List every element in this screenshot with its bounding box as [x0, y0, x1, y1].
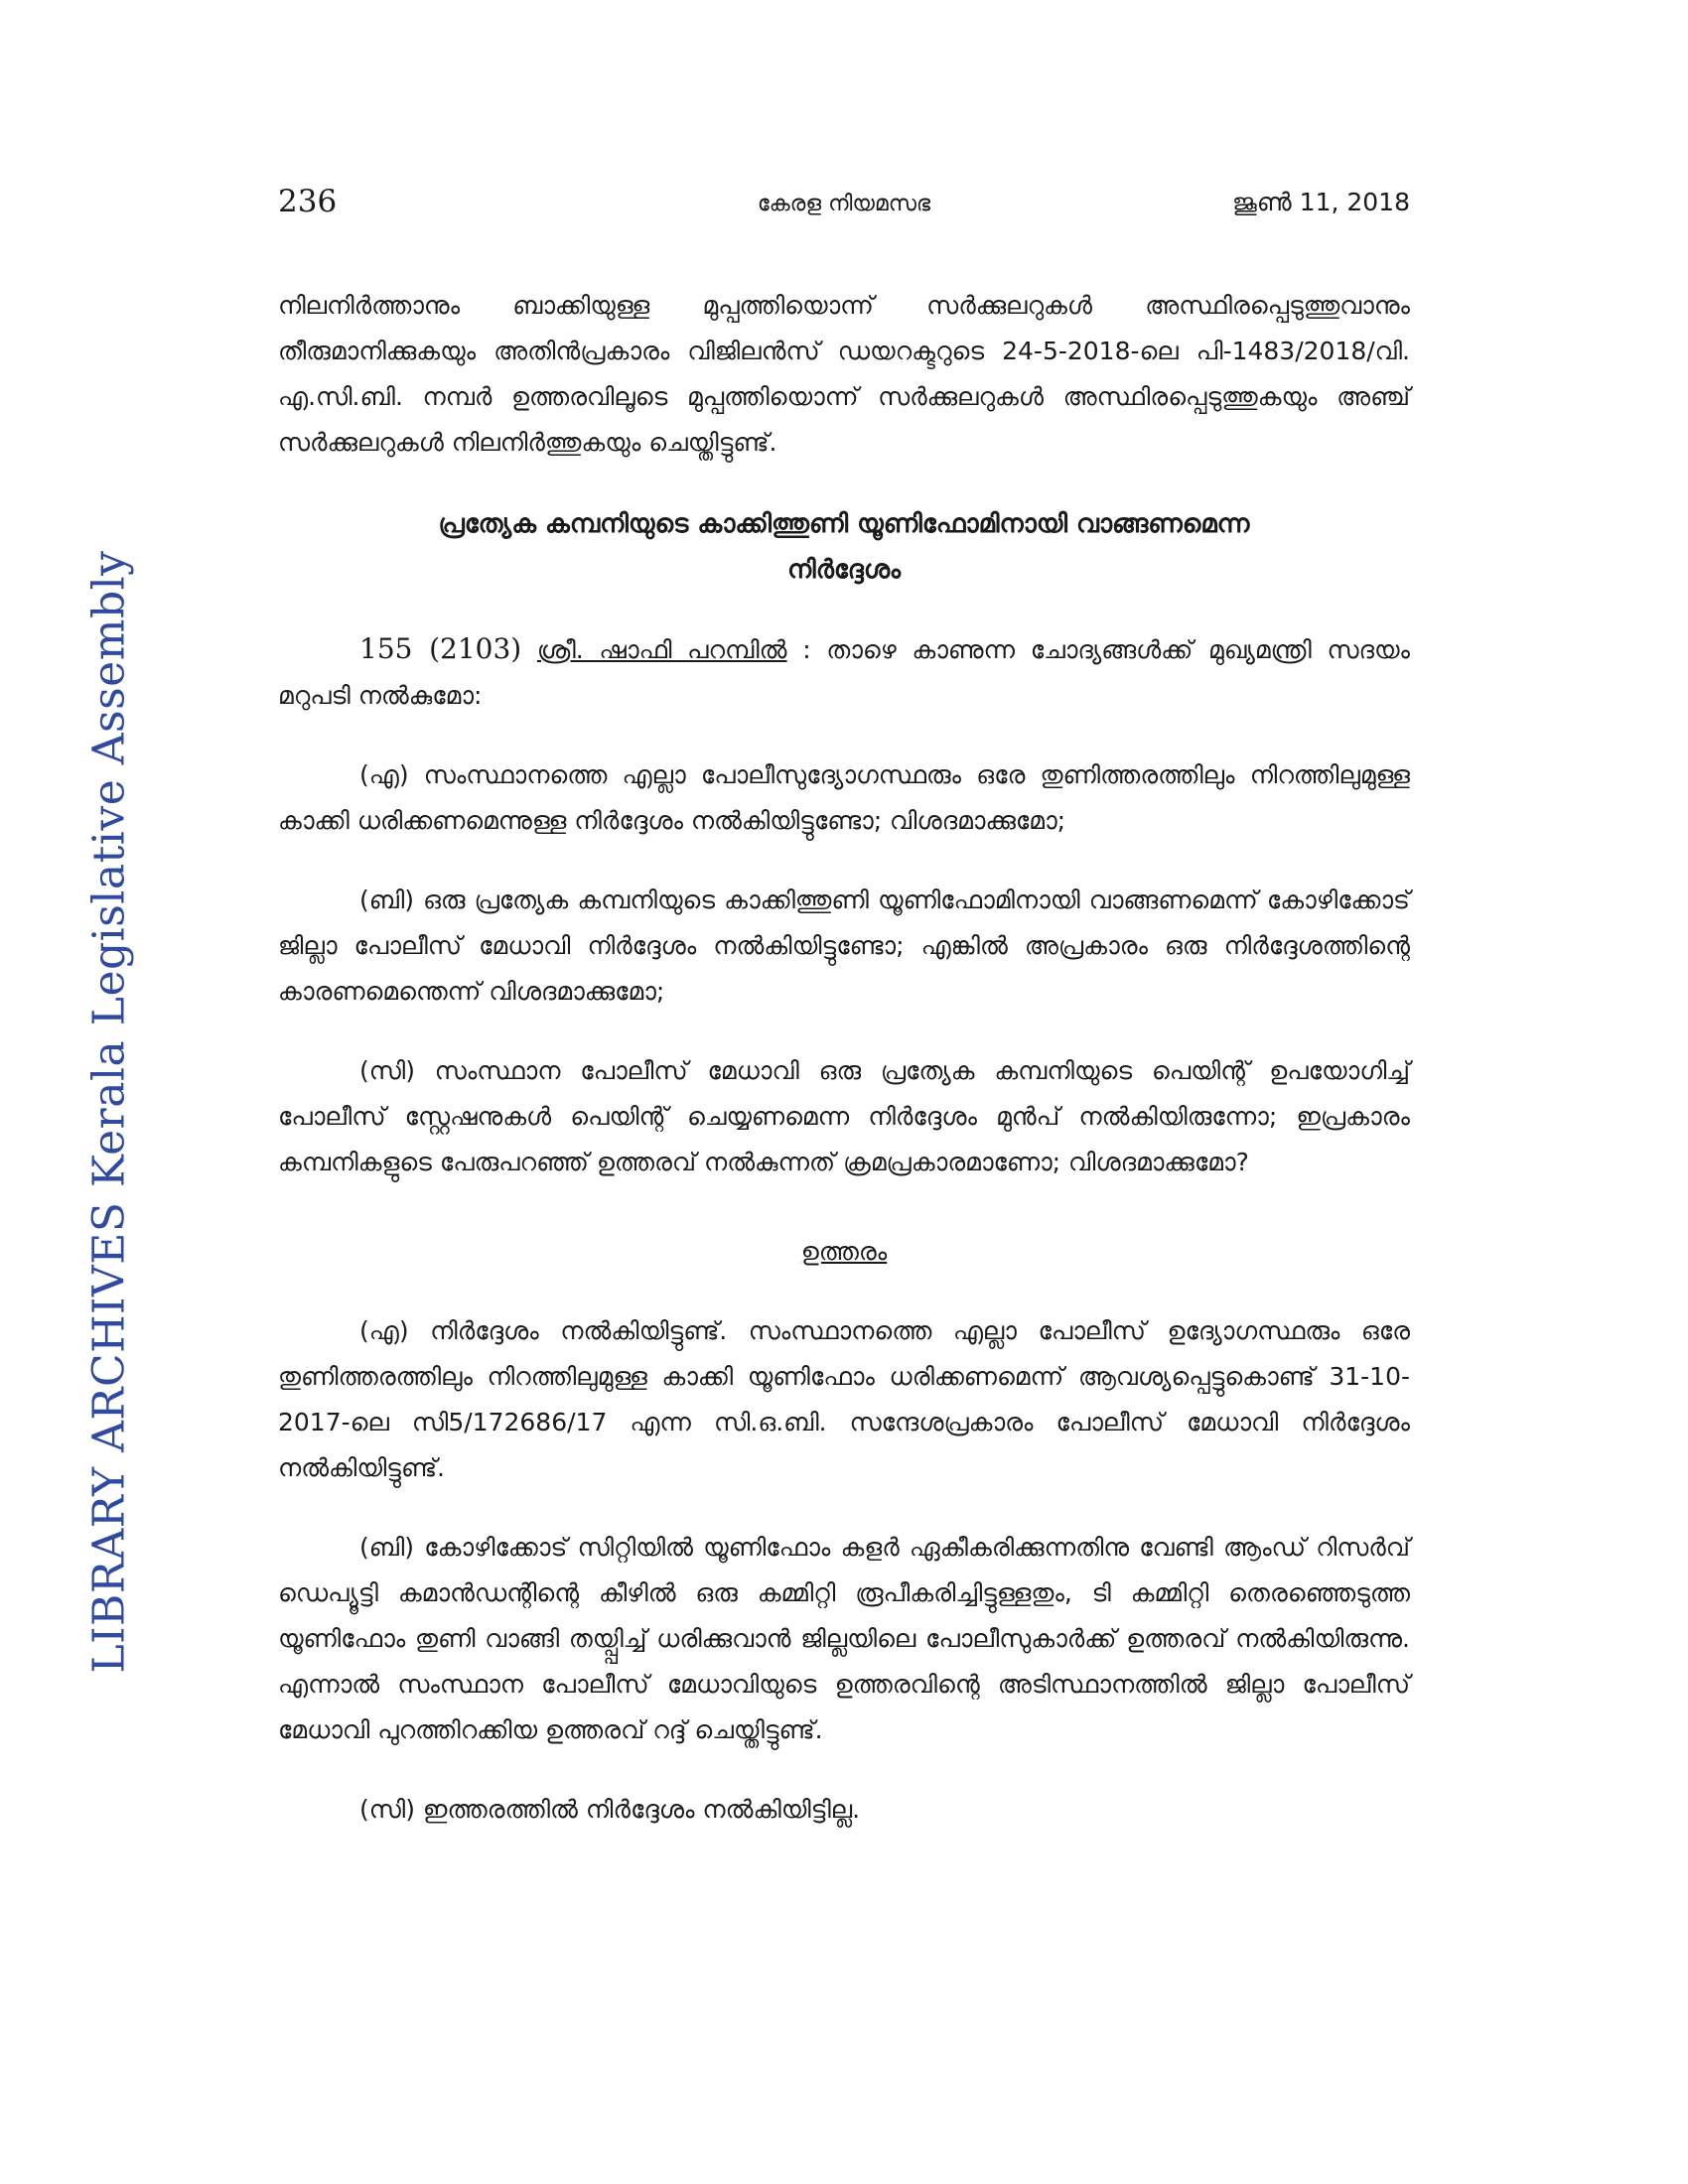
- question-intro: : താഴെ കാണുന്ന ചോദ്യങ്ങൾക്ക് മുഖ്യമന്ത്രി സദയം മറുപടി നൽകുമോ:: [278, 635, 1411, 710]
- question-a: (എ) സംസ്ഥാനത്തെ എല്ലാ പോലീസുദ്യോഗസ്ഥരും ഒരേ തുണിത്തരത്തിലും നിറത്തിലുമുള്ള കാക്കി ധരിക്കണമെന്നുള്ള നിർദ്ദേശം നൽകിയിട്ടുണ്ടോ; വിശദമാക്കുമോ;: [278, 760, 1410, 835]
- question-number: 155 (2103): [359, 632, 522, 665]
- answer-c: (സി) ഇത്തരത്തിൽ നിർദ്ദേശം നൽകിയിട്ടില്ല.: [359, 1795, 861, 1824]
- answer-b: (ബി) കോഴിക്കോട് സിറ്റിയിൽ യൂണിഫോം കളർ ഏകീകരിക്കുന്നതിനു വേണ്ടി ആംഡ് റിസർവ് ഡെപ്യൂട്ടി കമാൻഡന്റിന്റെ കീഴിൽ ഒരു കമ്മിറ്റി രൂപീകരിച്ചിട്ടുള്ളതും, ടി കമ്മിറ്റി തെരഞ്ഞെടുത്ത യൂണിഫോം തുണി വാങ്ങി തയ്പ്പിച്ച് ധരിക്കുവാൻ ജില്ലയിലെ പോലീസുകാർക്ക് ഉത്തരവ് നൽകിയിരുന്നു. എന്നാൽ സംസ്ഥാന പോലീസ് മേധാവിയുടെ ഉത്തരവിന്റെ അടിസ്ഥാനത്തിൽ ജില്ലാ പോലീസ് മേധാവി പുറത്തിറക്കിയ ഉത്തരവ് റദ്ദ് ചെയ്തിട്ടുണ്ട്.: [278, 1533, 1410, 1744]
- page-number: 236: [278, 184, 338, 219]
- question-title-line1: പ്രത്യേക കമ്പനിയുടെ കാക്കിത്തുണി യൂണിഫോമിനായി വാങ്ങണമെന്ന: [438, 509, 1250, 539]
- header-date: ജൂൺ 11, 2018: [1231, 188, 1410, 216]
- answer-heading: ഉത്തരം: [800, 1237, 888, 1266]
- answer-a: (എ) നിർദ്ദേശം നൽകിയിട്ടുണ്ട്. സംസ്ഥാനത്തെ എല്ലാ പോലീസ് ഉദ്യോഗസ്ഥരും ഒരേ തുണിത്തരത്തിലും നിറത്തിലുമുള്ള കാക്കി യൂണിഫോം ധരിക്കണമെന്ന് ആവശ്യപ്പെട്ടുകൊണ്ട് 31-10-2017-ലെ സി5/172686/17 എന്ന സി.ഒ.ബി. സന്ദേശപ്രകാരം പോലീസ് മേധാവി നിർദ്ദേശം നൽകിയിട്ടുണ്ട്.: [278, 1316, 1410, 1482]
- running-title: കേരള നിയമസഭ: [757, 192, 931, 216]
- intro-paragraph: നിലനിർത്താനും ബാക്കിയുള്ള മുപ്പത്തിയൊന്ന് സർക്കുലറുകൾ അസ്ഥിരപ്പെടുത്തുവാനും തീരുമാനിക്കുകയും അതിൻപ്രകാരം വിജിലൻസ് ഡയറക്ടറുടെ 24-5-2018-ലെ പി-1483/2018/വി. എ.സി.ബി. നമ്പർ ഉത്തരവിലൂടെ മുപ്പത്തിയൊന്ന് സർക്കുലറുകൾ അസ്ഥിരപ്പെടുത്തുകയും അഞ്ച് സർക്കുലറുകൾ നിലനിർത്തുകയും ചെയ്തിട്ടുണ്ട്.: [278, 291, 1410, 457]
- member-name: ശ്രീ. ഷാഫി പറമ്പിൽ: [536, 635, 787, 664]
- page-header: [278, 184, 1410, 233]
- document-body: [278, 283, 1410, 1833]
- question-title: [278, 501, 1410, 593]
- question-c: (സി) സംസ്ഥാന പോലീസ് മേധാവി ഒരു പ്രത്യേക കമ്പനിയുടെ പെയിന്റ് ഉപയോഗിച്ച് പോലീസ് സ്റ്റേഷനുകൾ പെയിന്റ് ചെയ്യണമെന്ന നിർദ്ദേശം മുൻപ് നൽകിയിരുന്നോ; ഇപ്രകാരം കമ്പനികളുടെ പേരുപറഞ്ഞ് ഉത്തരവ് നൽകുന്നത് ക്രമപ്രകാരമാണോ; വിശദമാക്കുമോ?: [278, 1056, 1410, 1176]
- question-lead: [278, 626, 1410, 719]
- question-b: (ബി) ഒരു പ്രത്യേക കമ്പനിയുടെ കാക്കിത്തുണി യൂണിഫോമിനായി വാങ്ങണമെന്ന് കോഴിക്കോട് ജില്ലാ പോലീസ് മേധാവി നിർദ്ദേശം നൽകിയിട്ടുണ്ടോ; എങ്കിൽ അപ്രകാരം ഒരു നിർദ്ദേശത്തിന്റെ കാരണമെന്തെന്ന് വിശദമാക്കുമോ;: [278, 886, 1410, 1006]
- question-title-line2: നിർദ്ദേശം: [786, 555, 902, 585]
- library-archives-watermark: LIBRARY ARCHIVES Kerala Legislative Assembly: [83, 550, 135, 1674]
